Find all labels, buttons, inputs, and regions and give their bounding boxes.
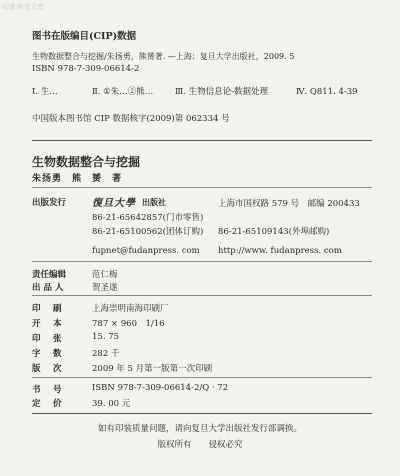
quality-notice: 如有印装质量问题，请向复旦大学出版社发行部调换。	[97, 424, 302, 434]
publisher-website: http://www. fudanpress. com	[218, 246, 342, 256]
publisher-email: fupnet@fudanpress. com	[92, 246, 200, 256]
spec-value: 787 × 960 1/16	[92, 319, 165, 329]
publisher-phone: 86-21-65100562(团体订购)	[92, 227, 204, 237]
book-title: 生物数据整合与挖掘	[32, 155, 141, 169]
divider	[32, 187, 372, 188]
publisher-phone: 86-21-65642857(门市零售)	[92, 213, 204, 223]
divider	[32, 377, 372, 378]
rights-notice: 版权所有 侵权必究	[157, 440, 243, 450]
spec-value: 2009 年 5 月第一版第一次印刷	[92, 364, 213, 374]
editor-label: 责任编辑	[32, 270, 67, 280]
editor-value: 范仁梅	[92, 270, 118, 280]
price-value: 39. 00 元	[92, 399, 131, 409]
cip-class-i: Ⅰ. 生…	[32, 87, 58, 97]
book-authors: 朱扬勇 熊 赟 著	[32, 174, 123, 184]
cip-line: 生物数据整合与挖掘/朱扬勇，熊赟著. —上海：复旦大学出版社，2009. 5	[32, 52, 295, 61]
publisher-logo-suffix: 出版社	[142, 197, 166, 207]
cip-class-ii: Ⅱ. ①朱…②熊…	[92, 87, 154, 97]
publisher-person-label: 出 品 人	[32, 283, 64, 293]
divider	[32, 295, 372, 296]
spec-value: 15. 75	[92, 332, 120, 342]
spec-label: 字 数	[32, 349, 64, 359]
cip-isbn: ISBN 978-7-309-06614-2	[32, 64, 140, 74]
publisher-phone: 86-21-65109143(外埠邮购)	[218, 227, 330, 237]
divider	[32, 140, 372, 141]
publisher-address: 上海市国权路 579 号 邮编 200433	[218, 199, 360, 209]
isbn-value: ISBN 978-7-309-06614-2/Q · 72	[92, 383, 229, 393]
cip-class-iv: Ⅳ. Q811. 4-39	[296, 87, 358, 97]
spec-value: 上海崇明南海印刷厂	[92, 304, 169, 314]
publisher-person-value: 贺圣遂	[92, 283, 118, 293]
watermark: 印象读书文库	[2, 3, 44, 11]
spec-label: 版 次	[32, 364, 64, 374]
divider	[32, 413, 372, 414]
cip-heading: 图书在版编目(CIP)数据	[32, 31, 137, 42]
cip-class-iii: Ⅲ. 生物信息论-数据处理	[175, 87, 268, 97]
price-label: 定 价	[32, 399, 64, 409]
spec-value: 282 千	[92, 349, 120, 359]
publisher-logo: 復旦大學	[92, 198, 136, 209]
divider	[32, 261, 372, 262]
spec-label: 开 本	[32, 319, 64, 329]
isbn-label: 书 号	[32, 385, 64, 395]
spec-label: 印 张	[32, 334, 64, 344]
spec-label: 印 刷	[32, 304, 64, 314]
publisher-label: 出版发行	[32, 198, 67, 208]
cip-verify: 中国版本图书馆 CIP 数据核字(2009)第 062334 号	[32, 114, 230, 124]
